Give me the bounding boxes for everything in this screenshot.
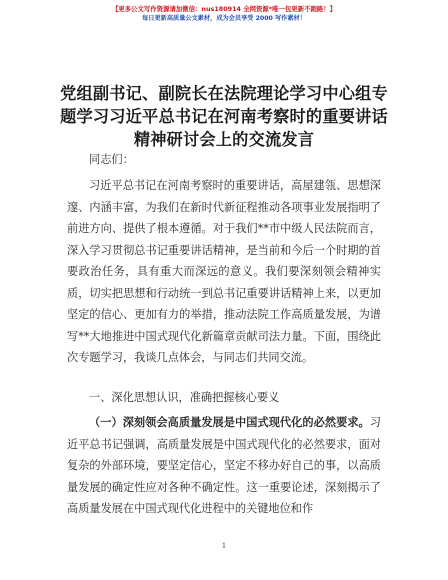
- promo-banner: [0, 4, 448, 24]
- body-paragraph-2-text: 习近平总书记强调，高质量发展是中国式现代化的必然要求，面对复杂的外部环境，要坚定信心，坚定不移办好自己的事，以高质量发展的确定性应对各种不确定性。这一重要论述，深刻揭示了高质量发展在中国式现代化进程中的关键地位和作: [67, 416, 381, 515]
- document-title: 党组副书记、副院长在法院理论学习中心组专题学习习近平总书记在河南考察时的重要讲话精神研讨会上的交流发言: [60, 84, 388, 149]
- subsection-heading: （一）深刻领会高质量发展是中国式现代化的必然要求。: [89, 415, 370, 429]
- page-number: 1: [221, 541, 227, 550]
- section-heading-1: 一、深化思想认识，准确把握核心要义: [89, 391, 280, 404]
- body-paragraph-2: [67, 412, 381, 520]
- salutation: 同志们：: [89, 153, 134, 166]
- promo-banner-line2: 每日更新高质量公文素材，成为会员享受 2000 写作素材！: [142, 15, 306, 22]
- body-paragraph-1: 习近平总书记在河南考察时的重要讲话，高屋建瓴、思想深邃、内涵丰富，为我们在新时代新征程推动各项事业发展指明了前进方向、提供了根本遵循。对于我们**市中级人民法院而言，深入学习贯彻总书记重要讲话精神，是当前和今后一个时期的首要政治任务，具有重大而深远的意义。我们要深刻领会精神实质，切实把思想和行动统一到总书记重要讲话精神上来，以更加坚定的信心、更加有力的举措，推动法院工作高质量发展，为谱写**大地推进中国式现代化新篇章贡献司法力量。下面，围绕此次专题学习，我谈几点体会，与同志们共同交流。: [67, 179, 381, 364]
- promo-banner-line1: 【更多公文写作资源请加微信：nus180914 全网资源*唯一包更新不跑路！】: [111, 5, 337, 13]
